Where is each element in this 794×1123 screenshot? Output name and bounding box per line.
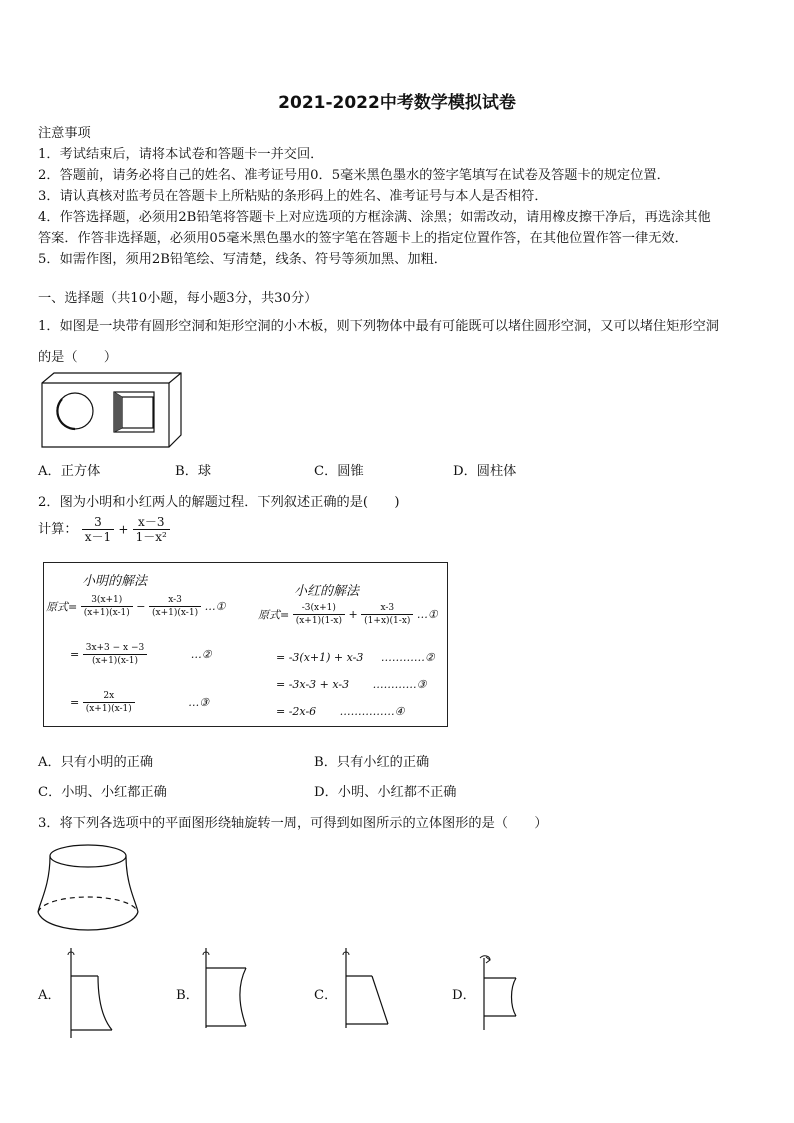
q3-option-c[interactable]: C． [314, 988, 338, 1003]
solid-figure [36, 840, 141, 935]
fraction-1 [82, 516, 114, 543]
notice-item: 答案．作答非选择题，必须用05毫米黑色墨水的签字笔在答题卡上的指定位置作答，在其他位置作答一律无效． [38, 231, 688, 246]
step-mark: ……………④ [339, 705, 405, 718]
fraction-1-denominator: x－1 [84, 530, 112, 544]
denominator: (x+1)(x-1) [152, 608, 199, 618]
xiaoming-fraction [149, 595, 201, 618]
denominator: (x+1)(x-1) [91, 656, 139, 666]
q3-option-b[interactable]: B． [176, 988, 199, 1003]
denominator: (x+1)(x-1) [85, 704, 132, 714]
fraction-2 [133, 516, 170, 543]
numerator: x-3 [149, 595, 201, 607]
xiaoming-fraction [81, 595, 133, 618]
solution-box [43, 562, 448, 727]
xiaohong-fraction [361, 603, 413, 626]
numerator: 2x [83, 691, 135, 703]
notice-heading: 注意事项 [38, 126, 91, 141]
notice-item: 3．请认真核对监考员在答题卡上所粘贴的条形码上的姓名、准考证号与本人是否相符． [38, 189, 548, 204]
step-mark: …………② [380, 651, 435, 664]
plus-sign: + [118, 522, 129, 537]
xiaoming-line-3 [70, 691, 209, 714]
xiaohong-line-4 [276, 705, 405, 718]
xiaoming-label: 原式= [46, 600, 78, 614]
calc-label: 计算： [38, 521, 78, 537]
xiaohong-label: 原式= [258, 608, 290, 622]
q2-stem: 2．图为小明和小红两人的解题过程．下列叙述正确的是( ) [38, 495, 400, 510]
notice-item: 1．考试结束后，请将本试卷和答题卡一并交回． [38, 147, 324, 162]
q3-option-d-shape [474, 954, 524, 1030]
operator: + [348, 608, 358, 621]
q1-option-a[interactable]: A．正方体 [38, 464, 101, 479]
operator: − [136, 600, 146, 613]
xiaohong-line-2 [276, 651, 435, 664]
section-heading: 一、选择题（共10小题，每小题3分，共30分） [38, 291, 318, 306]
q3-option-a-shape [60, 948, 115, 1040]
q2-option-a[interactable]: A．只有小明的正确 [38, 755, 154, 770]
q2-option-d[interactable]: D．小明、小红都不正确 [314, 785, 457, 800]
q3-option-c-shape [338, 948, 393, 1028]
notice-item: 4．作答选择题，必须用2B铅笔将答题卡上对应选项的方框涂满、涂黑；如需改动，请用橡皮擦干净后，再选涂其他 [38, 210, 711, 225]
q2-option-c[interactable]: C．小明、小红都正确 [38, 785, 167, 800]
page-title: 2021-2022中考数学模拟试卷 [278, 93, 516, 113]
expression: = -3(x+1) + x-3 [276, 651, 364, 664]
q1-stem: 1．如图是一块带有圆形空洞和矩形空洞的小木板，则下列物体中最有可能既可以堵住圆形空洞，又可以堵住矩形空洞 [38, 319, 719, 334]
numerator: 3(x+1) [81, 595, 133, 607]
q1-option-c[interactable]: C．圆锥 [314, 464, 364, 479]
q3-option-b-shape [198, 948, 253, 1028]
equals: = [70, 696, 80, 709]
q2-expression [38, 516, 170, 543]
denominator: (x+1)(x-1) [83, 608, 130, 618]
q3-option-d[interactable]: D． [452, 988, 476, 1003]
q1-option-b[interactable]: B．球 [175, 464, 212, 479]
fraction-2-denominator: 1－x² [135, 530, 167, 544]
equals: = [70, 648, 80, 661]
xiaohong-heading: 小红的解法 [294, 584, 360, 599]
xiaohong-line-1 [258, 603, 438, 626]
step-mark: …① [204, 600, 226, 613]
q2-option-b[interactable]: B．只有小红的正确 [314, 755, 430, 770]
fraction-2-numerator: x－3 [133, 516, 170, 530]
xiaoming-line-2 [70, 643, 212, 666]
step-mark: …………③ [372, 678, 427, 691]
step-mark: …② [190, 648, 212, 661]
notice-item: 2．答题前，请务必将自己的姓名、准考证号用0．5毫米黑色墨水的签字笔填写在试卷及答题卡的规定位置． [38, 168, 670, 183]
xiaoming-heading: 小明的解法 [82, 574, 148, 589]
xiaohong-fraction [293, 603, 345, 626]
expression: = -2x-6 [276, 705, 317, 718]
xiaoming-fraction [83, 643, 148, 666]
expression: = -3x-3 + x-3 [276, 678, 350, 691]
q3-option-a[interactable]: A． [38, 988, 61, 1003]
step-mark: …③ [188, 696, 210, 709]
denominator: (1+x)(1-x) [364, 616, 411, 626]
q3-stem: 3．将下列各选项中的平面图形绕轴旋转一周，可得到如图所示的立体图形的是（ ） [38, 816, 548, 831]
xiaoming-line-1 [46, 595, 225, 618]
notice-item: 5．如需作图，须用2B铅笔绘、写清楚，线条、符号等须加黑、加粗． [38, 252, 447, 267]
numerator: 3x+3 − x −3 [83, 643, 148, 655]
xiaoming-fraction [83, 691, 135, 714]
xiaohong-line-3 [276, 678, 426, 691]
denominator: (x+1)(1-x) [295, 616, 342, 626]
step-mark: …① [416, 608, 438, 621]
numerator: x-3 [361, 603, 413, 615]
fraction-1-numerator: 3 [82, 516, 114, 530]
q1-option-d[interactable]: D．圆柱体 [453, 464, 517, 479]
q1-stem-cont: 的是（ ） [38, 350, 118, 365]
wood-board-figure [40, 371, 185, 451]
numerator: -3(x+1) [293, 603, 345, 615]
